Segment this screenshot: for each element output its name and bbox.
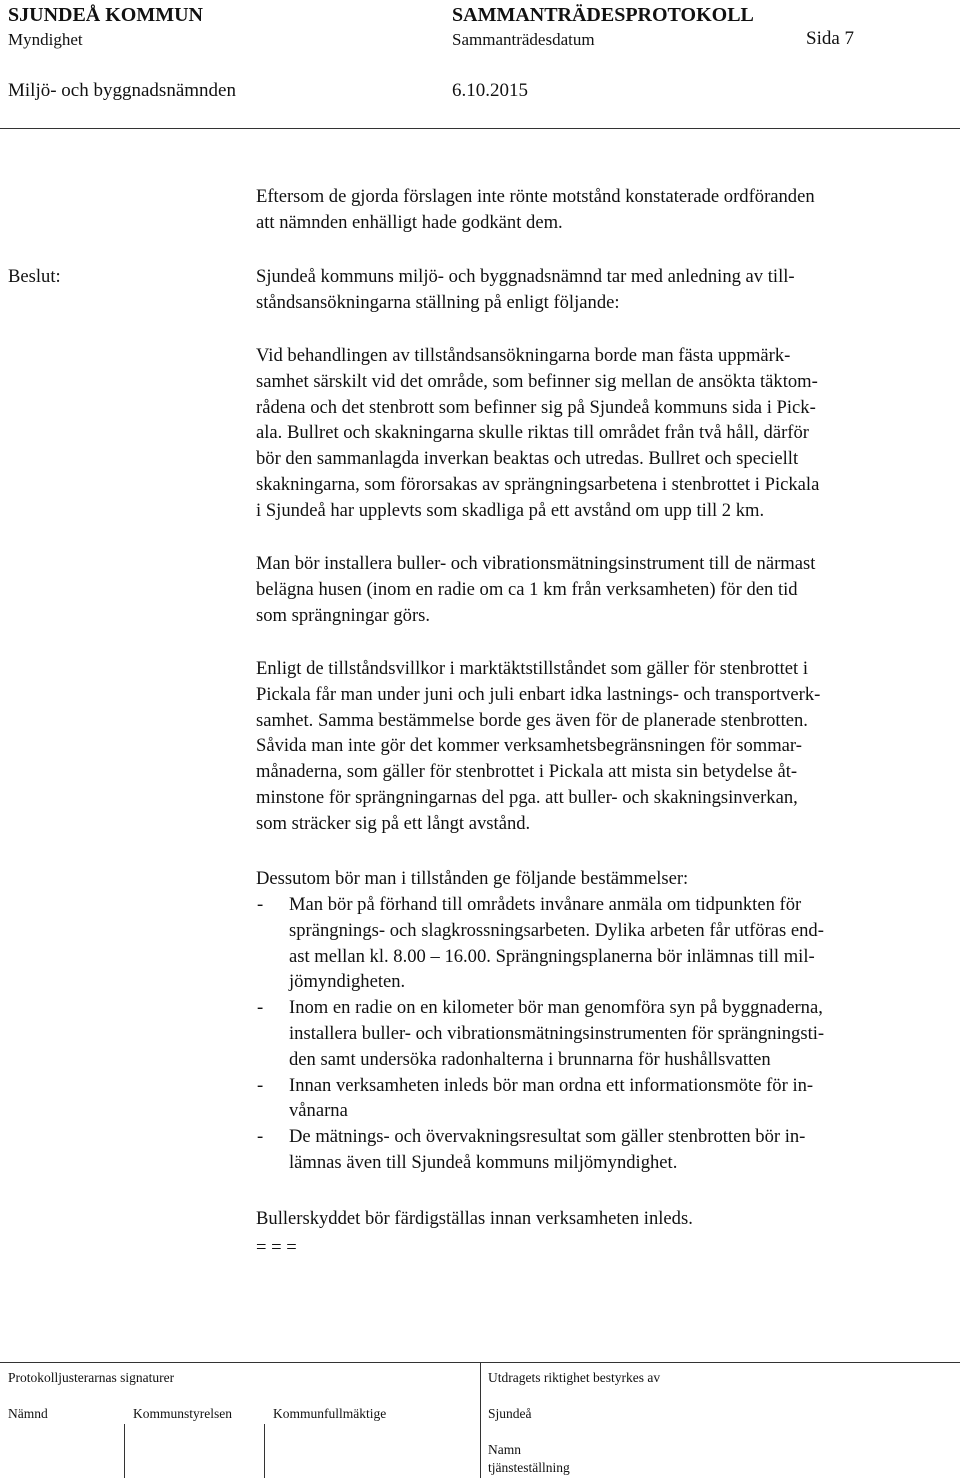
signature-divider bbox=[124, 1424, 125, 1478]
text-line: skakningarna, som förorsakas av sprängningsarbetena i stenbrottet i Pickala bbox=[256, 473, 820, 495]
meeting-date: 6.10.2015 bbox=[452, 80, 528, 101]
text-line: Såvida man inte gör det kommer verksamhetsbegränsningen för sommar- bbox=[256, 735, 802, 757]
text-line: att nämnden enhälligt hade godkänt dem. bbox=[256, 211, 563, 233]
municipality-name: SJUNDEÅ KOMMUN bbox=[8, 4, 203, 26]
column-kommunfullmaktige: Kommunfullmäktige bbox=[273, 1406, 387, 1421]
text-line: jömyndigheten. bbox=[289, 971, 406, 993]
paragraph-permit-conditions bbox=[256, 656, 946, 837]
list-intro: Dessutom bör man i tillstånden ge följande bestämmelser: bbox=[256, 868, 689, 889]
list-item bbox=[256, 892, 946, 995]
text-line: den samt undersöka radonhalterna i brunnarna för hushållsvatten bbox=[289, 1048, 771, 1070]
text-line: minstone för sprängningarnas del pga. att buller- och skakningsinverkan, bbox=[256, 786, 798, 808]
date-label: Sammanträdesdatum bbox=[452, 30, 595, 49]
text-line: Inom en radie on en kilometer bör man genomföra syn på byggnaderna, bbox=[289, 997, 823, 1019]
text-line: rådena och det stenbrott som befinner sig på Sjundeå kommuns sida i Pick- bbox=[256, 396, 816, 418]
text-line: vånarna bbox=[289, 1100, 348, 1122]
list-dash: - bbox=[257, 997, 264, 1019]
list-dash: - bbox=[257, 1074, 264, 1096]
paragraph-instruments bbox=[256, 551, 946, 628]
text-line: lämnas även till Sjundeå kommuns miljömyndighet. bbox=[289, 1151, 678, 1173]
document-type: SAMMANTRÄDESPROTOKOLL bbox=[452, 4, 754, 26]
text-line: belägna husen (inom en radie om ca 1 km från verksamheten) för den tid bbox=[256, 578, 798, 600]
text-line: som sträcker sig på ett långt avstånd. bbox=[256, 812, 531, 834]
text-line: Vid behandlingen av tillståndsansökningarna borde man fästa uppmärk- bbox=[256, 345, 791, 366]
list-dash: - bbox=[257, 894, 264, 915]
text-line: som sprängningar görs. bbox=[256, 604, 431, 626]
list-item bbox=[256, 1124, 946, 1176]
text-line: ala. Bullret och skakningarna skulle riktas till området från två håll, därför bbox=[256, 422, 809, 444]
place-label: Sjundeå bbox=[488, 1406, 532, 1421]
text-line: ast mellan kl. 8.00 – 16.00. Sprängningsplanerna bör inlämnas till mil- bbox=[289, 945, 815, 967]
text-line: installera buller- och vibrationsmätningsinstrumenten för sprängningsti- bbox=[289, 1022, 825, 1044]
decision-paragraph bbox=[256, 264, 946, 316]
column-kommunstyrelsen: Kommunstyrelsen bbox=[133, 1406, 232, 1421]
text-line: i Sjundeå har upplevts som skadliga på ett avstånd om upp till 2 km. bbox=[256, 499, 765, 521]
text-line: samhet särskilt vid det område, som befinner sig mellan de ansökta täktom- bbox=[256, 370, 818, 392]
text-line: Eftersom de gjorda förslagen inte rönte motstånd konstaterade ordföranden bbox=[256, 186, 815, 207]
authority-label: Myndighet bbox=[8, 30, 83, 49]
text-line: Pickala får man under juni och juli enbart idka lastnings- och transportverk- bbox=[256, 683, 821, 705]
list-dash: - bbox=[257, 1126, 264, 1148]
list-item bbox=[256, 995, 946, 1072]
text-line: Enligt de tillståndsvillkor i marktäktstillståndet som gäller för stenbrottet i bbox=[256, 658, 809, 679]
signatures-label: Protokolljusterarnas signaturer bbox=[8, 1370, 175, 1385]
decision-label: Beslut: bbox=[8, 266, 61, 287]
provisions-list bbox=[256, 892, 946, 1176]
text-line: sprängnings- och slagkrossningsarbeten. Dylika arbeten får utföras end- bbox=[289, 919, 824, 941]
intro-paragraph bbox=[256, 184, 946, 236]
text-line: månaderna, som gäller för stenbrottet i Pickala att mista sin betydelse åt- bbox=[256, 761, 798, 783]
header-divider bbox=[0, 128, 960, 129]
name-label: Namn bbox=[488, 1442, 521, 1457]
signature-divider bbox=[264, 1424, 265, 1478]
paragraph-noise-vibration bbox=[256, 343, 946, 524]
end-mark: = = = bbox=[256, 1237, 297, 1258]
closing-sentence: Bullerskyddet bör färdigställas innan verksamheten inleds. bbox=[256, 1208, 693, 1229]
text-line: samhet. Samma bestämmelse borde ges även för de planerade stenbrotten. bbox=[256, 709, 808, 731]
certify-label: Utdragets riktighet bestyrkes av bbox=[488, 1370, 661, 1385]
footer-center-divider bbox=[480, 1362, 481, 1478]
list-item bbox=[256, 1073, 946, 1125]
text-line: bör den sammanlagda inverkan beaktas och utredas. Bullret och speciellt bbox=[256, 448, 799, 470]
page-number: Sida 7 bbox=[806, 28, 855, 49]
text-line: De mätnings- och övervakningsresultat som gäller stenbrotten bör in- bbox=[289, 1126, 806, 1148]
text-line: ståndsansökningarna ställning på enligt följande: bbox=[256, 291, 620, 313]
text-line: Man bör installera buller- och vibrationsmätningsinstrument till de närmast bbox=[256, 553, 816, 574]
authority-name: Miljö- och byggnadsnämnden bbox=[8, 80, 236, 101]
text-line: Man bör på förhand till områdets invånare anmäla om tidpunkten för bbox=[289, 894, 802, 915]
text-line: Sjundeå kommuns miljö- och byggnadsnämnd tar med anledning av till- bbox=[256, 266, 795, 287]
column-namnd: Nämnd bbox=[8, 1406, 48, 1421]
text-line: Innan verksamheten inleds bör man ordna ett informationsmöte för in- bbox=[289, 1074, 814, 1096]
position-label: tjänsteställning bbox=[488, 1460, 570, 1475]
